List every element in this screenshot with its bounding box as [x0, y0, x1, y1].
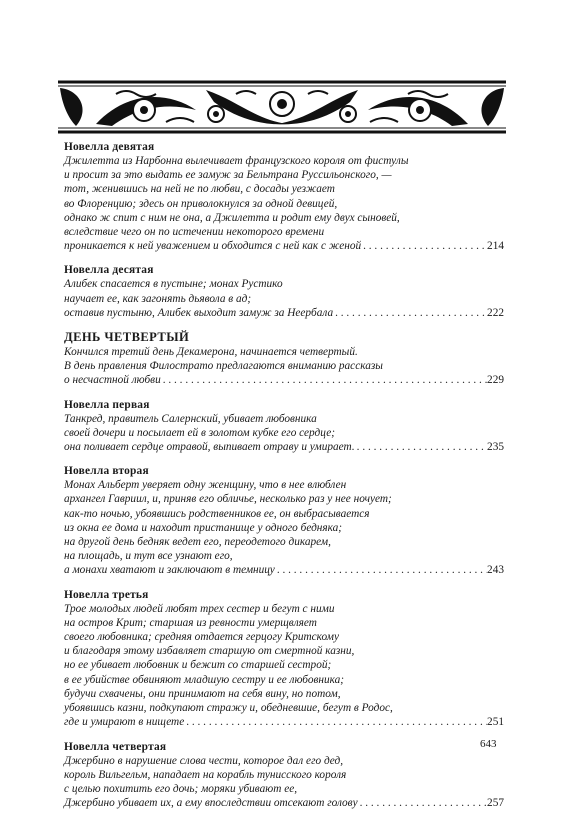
entry-description-line: с целью похитить его дочь; моряки убивают ее,: [64, 782, 298, 795]
entry-description-line: король Вильгельм, нападает на корабль тунисского короля: [64, 768, 347, 781]
entry-description-line: на другой день бедняк ведет его, переодетого дикарем,: [64, 536, 331, 549]
entry-last-line: [64, 796, 504, 810]
entry-last-line: [64, 373, 504, 387]
entry-description-line: Кончился третий день Декамерона, начинается четвертый.: [64, 346, 358, 359]
entry-description-line: своей дочери и посылает ей в золотом кубке его сердце;: [64, 426, 335, 439]
entry-page-number: 243: [487, 564, 504, 577]
entry-description-line: на площадь, и тут все узнают его,: [64, 550, 233, 563]
entry-description-line: во Флоренцию; здесь он приволокнулся за одной девицей,: [64, 197, 338, 210]
entry-last-line: [64, 563, 504, 577]
entry-last-line: [64, 440, 504, 454]
dot-leader: [275, 563, 487, 577]
entry-heading: Новелла вторая: [64, 465, 149, 478]
toc-entry-day[interactable]: [64, 330, 504, 388]
dot-leader: [161, 373, 487, 387]
entry-last-line-text: где и умирают в нищете: [64, 716, 185, 729]
entry-heading: Новелла первая: [64, 398, 150, 411]
dot-leader: [361, 239, 487, 253]
entry-description-line: на остров Крит; старшая из ревности умерщвляет: [64, 616, 317, 629]
entry-last-line-text: оставив пустыню, Алибек выходит замуж за Неербала: [64, 306, 334, 319]
entry-page-number: 251: [487, 716, 504, 729]
toc-entry[interactable]: [64, 398, 504, 455]
entry-description-line: Трое молодых людей любят трех сестер и бегут с ними: [64, 602, 335, 615]
entry-description-line: Джилетта из Нарбонна вылечивает французского короля от фистулы: [64, 155, 409, 167]
entry-page-number: 257: [487, 797, 504, 810]
dot-leader: [355, 440, 487, 454]
entry-description-line: Алибек спасается в пустыне; монах Рустико: [64, 278, 283, 291]
entry-description-line: из окна ее дома и находит пристанище у одного бедняка;: [64, 521, 343, 534]
entry-last-line-text: Джербино убивает их, а ему впоследствии отсекают голову: [64, 797, 358, 810]
entry-description-line: вследствие чего он по истечении некоторого времени: [64, 226, 325, 239]
entry-heading: Новелла девятая: [64, 141, 155, 153]
entry-description-line: Джербино в нарушение слова чести, которое дал его дед,: [64, 754, 344, 767]
entry-last-line-text: она поливает сердце отравой, выпивает отраву и умирает.: [64, 441, 355, 454]
toc-entry[interactable]: [64, 263, 504, 320]
entry-description-line: в ее убийстве обвиняют младшую сестру и ее любовника;: [64, 673, 345, 686]
entry-description-line: научает ее, как загонять дьявола в ад;: [64, 292, 252, 305]
entry-description-line: будучи схвачены, они принимают на себя вину, но потом,: [64, 687, 341, 700]
entry-description-line: архангел Гавриил, и, приняв его обличье, несколько раз у нее ночует;: [64, 493, 392, 506]
entry-description-line: Танкред, правитель Салернский, убивает любовника: [64, 412, 317, 425]
entry-last-line: [64, 715, 504, 729]
entry-last-line-text: о несчастной любви: [64, 374, 161, 387]
entry-description-line: но ее убивает любовник и бежит со старшей сестрой;: [64, 659, 332, 672]
entry-heading: Новелла четвертая: [64, 740, 167, 753]
entry-description-line: убоявшись казни, подкупают стражу и, обедневшие, бегут в Родос,: [64, 702, 393, 715]
dot-leader: [358, 796, 487, 810]
day-heading: ДЕНЬ ЧЕТВЕРТЫЙ: [64, 330, 190, 345]
entry-description-line: В день правления Филострато предлагаются вниманию рассказы: [64, 360, 383, 373]
entry-page-number: 222: [487, 306, 504, 319]
entry-page-number: 229: [487, 374, 504, 387]
entry-heading: Новелла третья: [64, 588, 149, 601]
entry-last-line-text: проникается к ней уважением и обходится с ней как с женой: [64, 240, 362, 253]
entry-description-line: тот, женившись на ней не по любви, с досады уезжает: [64, 183, 335, 196]
entry-page-number: 235: [487, 441, 504, 454]
folio-page-number: 643: [480, 738, 497, 750]
entry-heading: Новелла десятая: [64, 264, 154, 277]
entry-page-number: 214: [487, 240, 504, 253]
entry-last-line: [64, 239, 504, 253]
dot-leader: [333, 306, 487, 320]
table-of-contents: [64, 140, 504, 820]
entry-last-line-text: а монахи хватают и заключают в темницу: [64, 564, 275, 577]
entry-description-line: и просит за это выдать ее замуж за Бельтрана Руссильонского, —: [64, 169, 392, 182]
entry-description-line: однако ж спит с ним не она, а Джилетта и родит ему двух сыновей,: [64, 211, 400, 224]
dot-leader: [184, 715, 487, 729]
toc-entry[interactable]: [64, 140, 504, 253]
toc-entry[interactable]: [64, 588, 504, 730]
decorative-floral-banner: [56, 80, 508, 134]
entry-last-line: [64, 306, 504, 320]
entry-description-line: как-то ночью, убоявшись родственников ее, он выбрасывается: [64, 507, 370, 520]
entry-description-line: Монах Альберт уверяет одну женщину, что в нее влюблен: [64, 479, 347, 492]
toc-entry[interactable]: [64, 464, 504, 577]
entry-description-line: своего любовника; средняя отдается герцогу Критскому: [64, 631, 339, 644]
entry-description-line: и благодаря этому избавляет старшую от смертной казни,: [64, 645, 355, 658]
